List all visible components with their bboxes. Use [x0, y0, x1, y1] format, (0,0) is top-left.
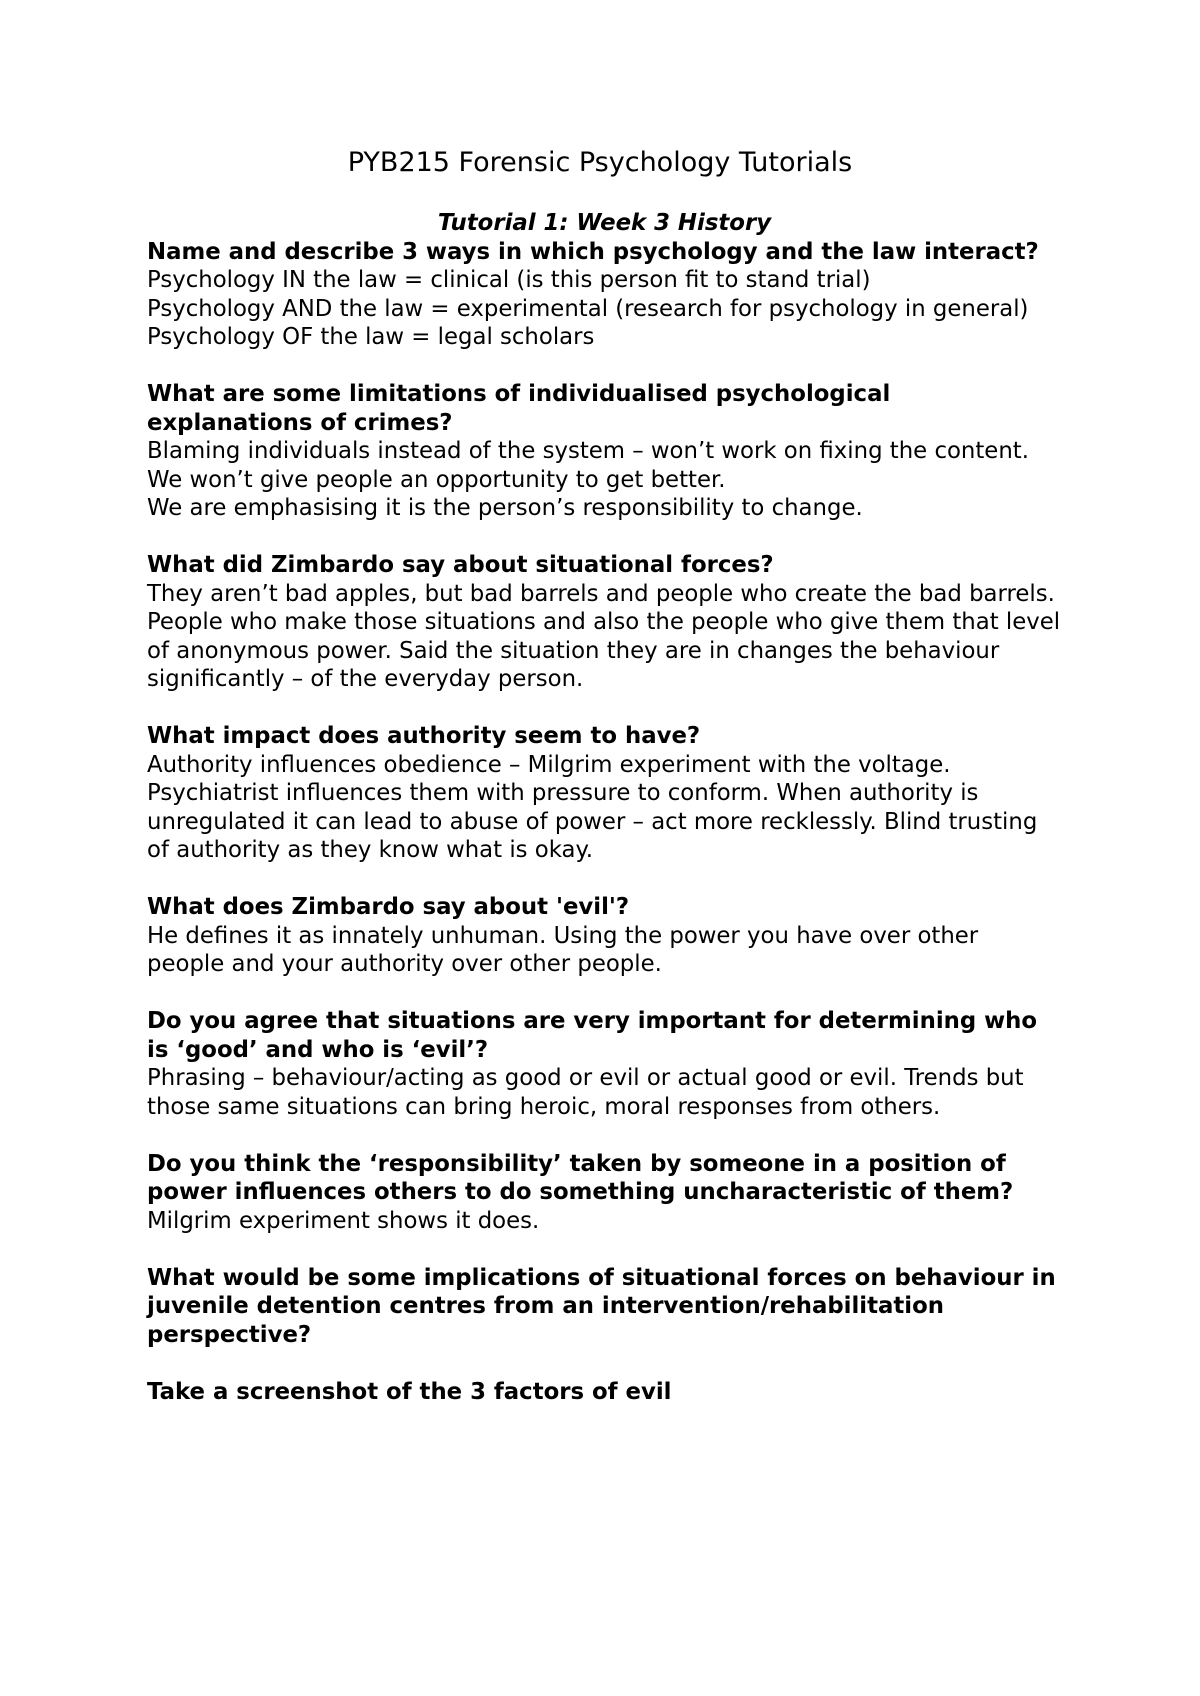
question: Do you think the ‘responsibility’ taken by someone in a position of power influences others to do something uncharacteristic of them?: [147, 1150, 1014, 1205]
qa-section-9: [147, 1378, 1062, 1407]
tutorial-subtitle: Tutorial 1: Week 3 History: [437, 210, 772, 236]
answer: We are emphasising it is the person’s responsibility to change.: [147, 495, 863, 521]
qa-section-2: [147, 380, 1062, 523]
question: Do you agree that situations are very important for determining who is ‘good’ and who is ‘evil’?: [147, 1008, 1038, 1063]
document-body: [147, 209, 1062, 1406]
qa-section-6: [147, 1007, 1062, 1121]
spacer: [147, 1121, 1062, 1150]
spacer: [147, 865, 1062, 894]
spacer: [147, 979, 1062, 1008]
question: What does Zimbardo say about 'evil'?: [147, 894, 630, 920]
answer: Psychology AND the law = experimental (research for psychology in general): [147, 295, 1029, 322]
answer: We won’t give people an opportunity to get better.: [147, 466, 726, 493]
document-title: PYB215 Forensic Psychology Tutorials: [347, 147, 853, 178]
spacer: [147, 694, 1062, 723]
answer: Psychology OF the law = legal scholars: [147, 324, 595, 350]
question: What are some limitations of individualised psychological explanations of crimes?: [147, 381, 891, 436]
qa-section-5: [147, 893, 1062, 979]
answer: Psychology IN the law = clinical (is this person fit to stand trial): [147, 267, 871, 293]
answer: They aren’t bad apples, but bad barrels and people who create the bad barrels. People who make those situations and also the people who give them that level of anonymous power. Said the situation they are in changes the behaviour significantly – of the everyday person.: [147, 580, 1061, 692]
question: Name and describe 3 ways in which psychology and the law interact?: [147, 238, 1039, 265]
qa-section-1: [147, 238, 1062, 352]
qa-section-8: [147, 1264, 1062, 1350]
question: What did Zimbardo say about situational forces?: [147, 552, 774, 578]
question: What impact does authority seem to have?: [147, 723, 701, 749]
qa-section-7: [147, 1150, 1062, 1236]
answer: Authority influences obedience – Milgrim experiment with the voltage. Psychiatrist influences them with pressure to conform. When authority is unregulated it can lead to abuse of power – act more recklessly. Blind trusting of authority as they know what is okay.: [147, 751, 1038, 863]
answer: Milgrim experiment shows it does.: [147, 1207, 540, 1234]
spacer: [147, 1235, 1062, 1264]
question: Take a screenshot of the 3 factors of evil: [147, 1378, 672, 1405]
spacer: [147, 1349, 1062, 1378]
qa-section-3: [147, 551, 1062, 694]
qa-section-4: [147, 722, 1062, 865]
answer: Phrasing – behaviour/acting as good or evil or actual good or evil. Trends but those same situations can bring heroic, moral responses from others.: [147, 1065, 1024, 1120]
answer: He defines it as innately unhuman. Using the power you have over other people and your authority over other people.: [147, 922, 979, 977]
answer: Blaming individuals instead of the system – won’t work on fixing the content.: [147, 438, 1029, 464]
spacer: [147, 352, 1062, 381]
question: What would be some implications of situational forces on behaviour in juvenile detention centres from an intervention/rehabilitation perspective?: [147, 1264, 1056, 1348]
spacer: [147, 523, 1062, 552]
